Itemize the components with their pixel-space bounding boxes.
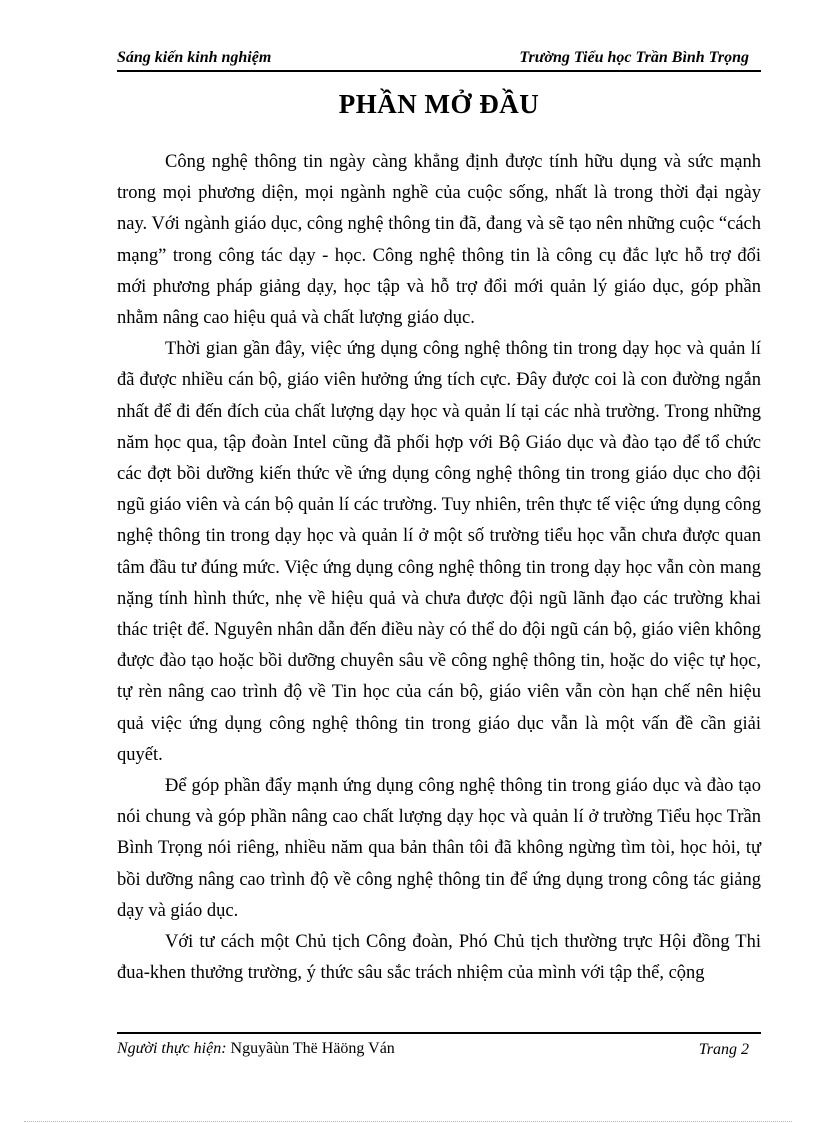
page-number: Trang 2 xyxy=(698,1041,749,1058)
header-right-text: Trường Tiểu học Trần Bình Trọng xyxy=(519,49,749,66)
author-label: Người thực hiện: xyxy=(117,1040,227,1057)
body-text xyxy=(117,147,761,989)
footer-author xyxy=(117,1040,395,1058)
paragraph-2: Thời gian gần đây, việc ứng dụng công nghệ thông tin trong dạy học và quản lí đã được nhiều cán bộ, giáo viên hưởng ứng tích cực. Đây được coi là con đường ngắn nhất để đi đến đích của chất lượng dạy học và quản lí tại các nhà trường. Trong những năm học qua, tập đoàn Intel cũng đã phối hợp với Bộ Giáo dục và đào tạo để tổ chức các đợt bồi dưỡng kiến thức về ứng dụng công nghệ thông tin trong giáo dục cho đội ngũ giáo viên và cán bộ quản lí các trường. Tuy nhiên, trên thực tế việc ứng dụng công nghệ thông tin trong dạy học và quản lí ở một số trường tiểu học vẫn chưa được quan tâm đầu tư đúng mức. Việc ứng dụng công nghệ thông tin trong dạy học vẫn còn mang nặng tính hình thức, nhẹ về hiệu quả và chưa được đội ngũ lãnh đạo các trường khai thác triệt để. Nguyên nhân dẫn đến điều này có thể do đội ngũ cán bộ, giáo viên không được đào tạo hoặc bồi dưỡng chuyên sâu về công nghệ thông tin, hoặc do việc tự học, tự rèn nâng cao trình độ về Tin học của cán bộ, giáo viên vẫn còn hạn chế nên hiệu quả việc ứng dụng công nghệ thông tin trong giáo dục vẫn là một vấn đề cần giải quyết. xyxy=(117,339,761,765)
page-bottom-divider xyxy=(24,1121,792,1122)
header-left-text: Sáng kiến kinh nghiệm xyxy=(117,49,272,66)
paragraph-4: Với tư cách một Chủ tịch Công đoàn, Phó Chủ tịch thường trực Hội đồng Thi đua-khen thưởng trường, ý thức sâu sắc trách nhiệm của mình với tập thể, cộng xyxy=(117,932,761,984)
page-title: PHẦN MỞ ĐẦU xyxy=(338,89,540,119)
paragraph-3: Để góp phần đẩy mạnh ứng dụng công nghệ thông tin trong giáo dục và đào tạo nói chung và góp phần nâng cao chất lượng dạy học và quản lí ở trường Tiểu học Trần Bình Trọng nói riêng, nhiều năm qua bản thân tôi đã không ngừng tìm tòi, học hỏi, tự bồi dưỡng nâng cao trình độ về công nghệ thông tin để ứng dụng trong công tác giảng dạy và giáo dục. xyxy=(117,776,761,921)
page-header xyxy=(117,46,761,72)
paragraph-1: Công nghệ thông tin ngày càng khẳng định được tính hữu dụng và sức mạnh trong mọi phương diện, mọi ngành nghề của cuộc sống, nhất là trong thời đại ngày nay. Với ngành giáo dục, công nghệ thông tin đã, đang và sẽ tạo nên những cuộc “cách mạng” trong công tác dạy - học. Công nghệ thông tin là công cụ đắc lực hỗ trợ đổi mới phương pháp giảng dạy, học tập và hỗ trợ đổi mới quản lý giáo dục, góp phần nhằm nâng cao hiệu quả và chất lượng giáo dục. xyxy=(117,152,761,329)
page-footer xyxy=(117,1032,761,1070)
author-name: Nguyãùn Thë Häöng Ván xyxy=(230,1040,395,1057)
